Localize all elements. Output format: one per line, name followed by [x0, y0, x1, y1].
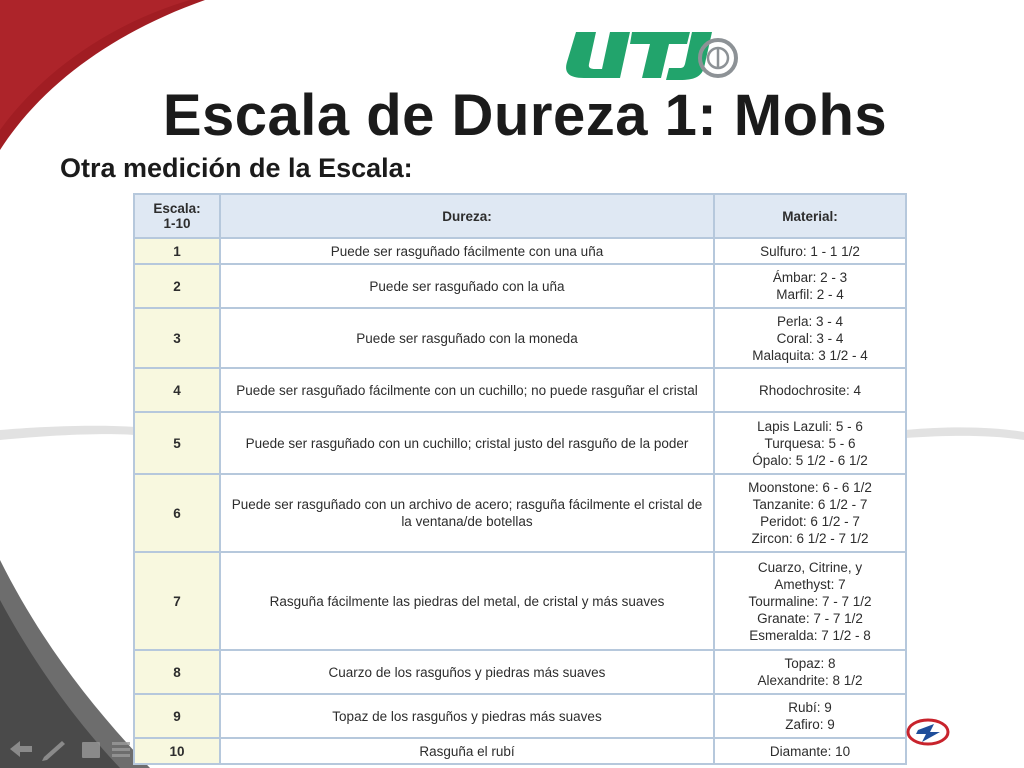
cell-material: Ámbar: 2 - 3 Marfil: 2 - 4 — [714, 264, 906, 308]
back-arrow-icon — [10, 741, 32, 757]
cell-material: Topaz: 8 Alexandrite: 8 1/2 — [714, 650, 906, 694]
cell-scale: 6 — [134, 474, 220, 552]
table-row — [134, 650, 906, 694]
slide-subtitle: Otra medición de la Escala: — [60, 153, 413, 183]
table-row — [134, 308, 906, 368]
cell-dureza: Rasguña fácilmente las piedras del metal, de cristal y más suaves — [220, 552, 714, 650]
menu-icon — [112, 742, 130, 757]
table-row — [134, 474, 906, 552]
cell-material: Lapis Lazuli: 5 - 6 Turquesa: 5 - 6 Ópalo: 5 1/2 - 6 1/2 — [714, 412, 906, 474]
cell-scale: 5 — [134, 412, 220, 474]
slide-title: Escala de Dureza 1: Mohs — [162, 83, 888, 148]
cell-scale: 8 — [134, 650, 220, 694]
mohs-table — [133, 193, 907, 765]
cell-dureza: Puede ser rasguñado fácilmente con un cuchillo; no puede rasguñar el cristal — [220, 368, 714, 412]
cell-material: Sulfuro: 1 - 1 1/2 — [714, 238, 906, 264]
cell-dureza: Rasguña el rubí — [220, 738, 714, 764]
cell-material: Cuarzo, Citrine, y Amethyst: 7 Tourmaline: 7 - 7 1/2 Granate: 7 - 7 1/2 Esmeralda: 7 1/2 - 8 — [714, 552, 906, 650]
cell-material: Moonstone: 6 - 6 1/2 Tanzanite: 6 1/2 - 7 Peridot: 6 1/2 - 7 Zircon: 6 1/2 - 7 1/2 — [714, 474, 906, 552]
utj-logo-icon — [562, 26, 742, 86]
cell-scale: 3 — [134, 308, 220, 368]
header-scale: Escala: 1-10 — [134, 194, 220, 238]
table-body — [134, 238, 906, 764]
corner-logo-icon — [904, 716, 952, 748]
cell-dureza: Puede ser rasguñado con un archivo de acero; rasguña fácilmente el cristal de la ventana/de botellas — [220, 474, 714, 552]
table-row — [134, 238, 906, 264]
cell-material: Rubí: 9 Zafiro: 9 — [714, 694, 906, 738]
cell-dureza: Puede ser rasguñado con un cuchillo; cristal justo del rasguño de la poder — [220, 412, 714, 474]
table-row — [134, 264, 906, 308]
cell-scale: 2 — [134, 264, 220, 308]
cell-dureza: Puede ser rasguñado con la uña — [220, 264, 714, 308]
cell-scale: 10 — [134, 738, 220, 764]
cell-dureza: Topaz de los rasguños y piedras más suaves — [220, 694, 714, 738]
cell-scale: 4 — [134, 368, 220, 412]
slide-controls — [6, 733, 136, 763]
cell-scale: 7 — [134, 552, 220, 650]
table-row — [134, 694, 906, 738]
table-row — [134, 368, 906, 412]
table-header-row — [134, 194, 906, 238]
cell-material: Diamante: 10 — [714, 738, 906, 764]
cell-material: Rhodochrosite: 4 — [714, 368, 906, 412]
table-row — [134, 738, 906, 764]
table-row — [134, 552, 906, 650]
pen-icon — [42, 741, 65, 761]
table-row — [134, 412, 906, 474]
cell-dureza: Cuarzo de los rasguños y piedras más suaves — [220, 650, 714, 694]
cell-scale: 1 — [134, 238, 220, 264]
header-dureza: Dureza: — [220, 194, 714, 238]
cell-scale: 9 — [134, 694, 220, 738]
cell-dureza: Puede ser rasguñado fácilmente con una uña — [220, 238, 714, 264]
slides-icon — [82, 742, 100, 758]
header-material: Material: — [714, 194, 906, 238]
cell-dureza: Puede ser rasguñado con la moneda — [220, 308, 714, 368]
cell-material: Perla: 3 - 4 Coral: 3 - 4 Malaquita: 3 1/2 - 4 — [714, 308, 906, 368]
